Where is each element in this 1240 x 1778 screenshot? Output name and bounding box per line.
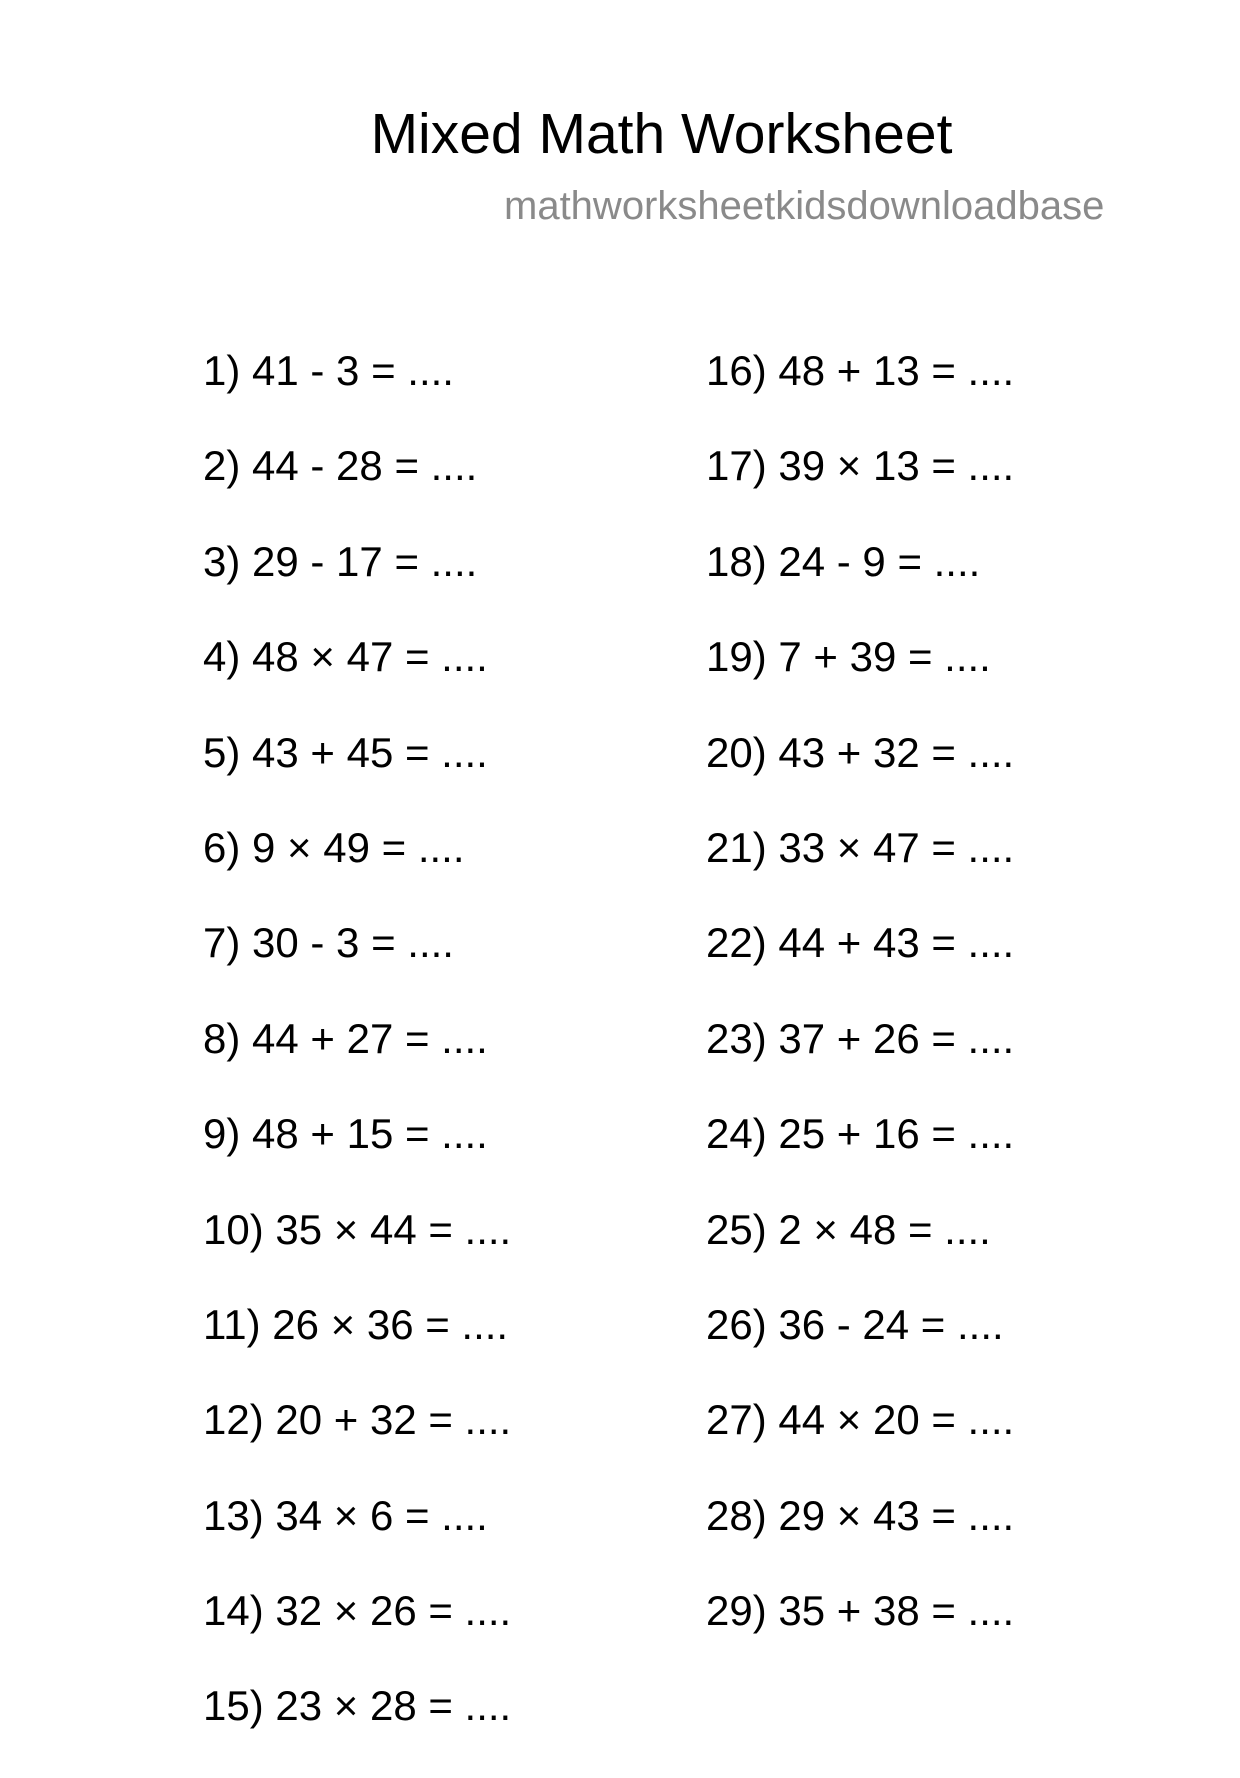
math-problem: 17) 39 × 13 = .... xyxy=(706,442,1015,490)
math-problem: 7) 30 - 3 = .... xyxy=(203,919,454,967)
math-problem: 29) 35 + 38 = .... xyxy=(706,1587,1015,1635)
math-problem: 22) 44 + 43 = .... xyxy=(706,919,1015,967)
math-problem: 27) 44 × 20 = .... xyxy=(706,1396,1015,1444)
math-problem: 14) 32 × 26 = .... xyxy=(203,1587,512,1635)
math-problem: 1) 41 - 3 = .... xyxy=(203,347,454,394)
math-problem: 24) 25 + 16 = .... xyxy=(706,1110,1015,1158)
math-problem: 19) 7 + 39 = .... xyxy=(706,633,991,681)
math-problem: 4) 48 × 47 = .... xyxy=(203,633,488,681)
math-problem: 9) 48 + 15 = .... xyxy=(203,1110,488,1158)
math-problem: 20) 43 + 32 = .... xyxy=(706,728,1015,776)
math-problem: 28) 29 × 43 = .... xyxy=(706,1491,1015,1539)
math-problem: 8) 44 + 27 = .... xyxy=(203,1014,488,1062)
math-problem: 15) 23 × 28 = .... xyxy=(203,1682,512,1730)
watermark-text: mathworksheetkidsdownloadbase xyxy=(504,184,1105,228)
math-problem: 25) 2 × 48 = .... xyxy=(706,1205,991,1253)
math-problem: 6) 9 × 49 = .... xyxy=(203,823,465,871)
math-problem: 5) 43 + 45 = .... xyxy=(203,728,488,776)
math-problem: 18) 24 - 9 = .... xyxy=(706,537,981,585)
math-problem: 21) 33 × 47 = .... xyxy=(706,823,1015,871)
math-problem: 13) 34 × 6 = .... xyxy=(203,1491,488,1539)
math-problem: 3) 29 - 17 = .... xyxy=(203,537,478,585)
math-problem: 10) 35 × 44 = .... xyxy=(203,1205,512,1253)
problem-list-left xyxy=(203,347,511,1778)
math-problem: 16) 48 + 13 = .... xyxy=(706,347,1015,394)
math-problem: 11) 26 × 36 = .... xyxy=(203,1300,509,1348)
math-problem: 12) 20 + 32 = .... xyxy=(203,1396,512,1444)
math-problem: 23) 37 + 26 = .... xyxy=(706,1014,1015,1062)
problem-list-right xyxy=(706,347,1014,1682)
math-problem: 2) 44 - 28 = .... xyxy=(203,442,478,490)
math-problem: 26) 36 - 24 = .... xyxy=(706,1300,1004,1348)
page-title: Mixed Math Worksheet xyxy=(370,102,953,166)
